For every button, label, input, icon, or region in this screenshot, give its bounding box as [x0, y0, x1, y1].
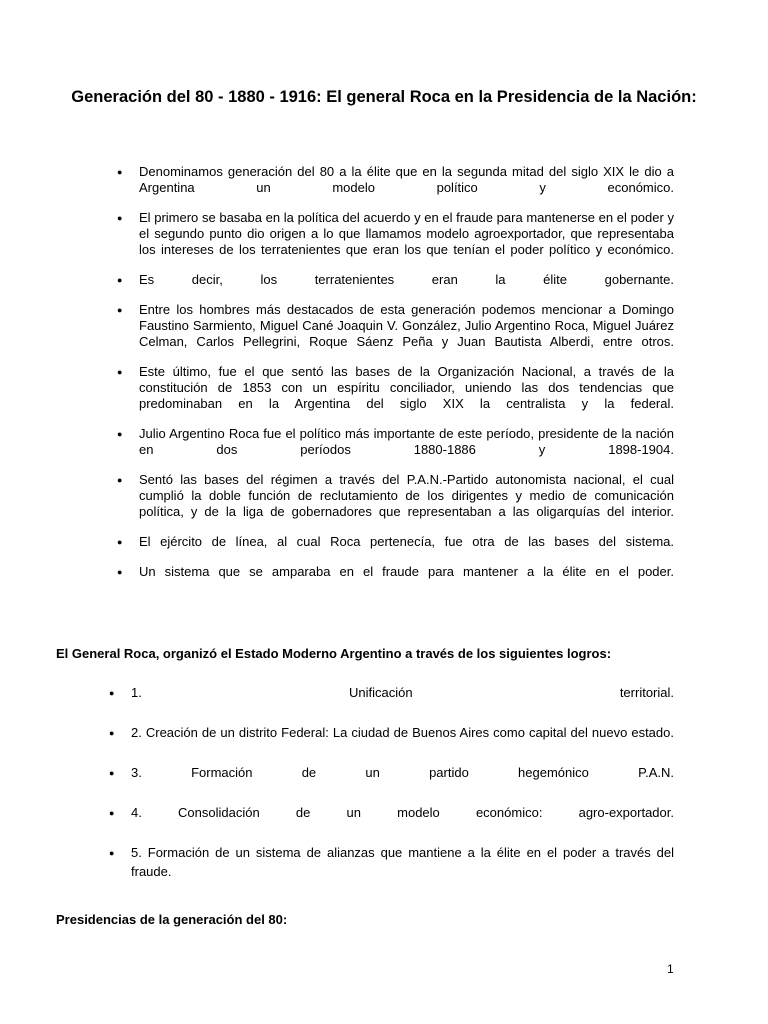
page-number: 1 [667, 962, 674, 976]
list-item: ● 2. Creación de un distrito Federal: La ciudad de Buenos Aires como capital del nuevo estado. [131, 723, 674, 742]
list-item: ● El primero se basaba en la política del acuerdo y en el fraude para mantenerse en el poder y el segundo punto dio origen a lo que llamamos modelo agroexportador, que representaba los intereses de los terratenientes que eran los que tenían el poder político y económico. [139, 210, 674, 258]
section-heading-presidencias: Presidencias de la generación del 80: [56, 912, 288, 927]
generation-bullet-list [139, 164, 674, 594]
page-title: Generación del 80 - 1880 - 1916: El general Roca en la Presidencia de la Nación: [71, 88, 697, 106]
list-item: ● 4. Consolidación de un modelo económico: agro-exportador. [131, 803, 674, 822]
list-item: ● 1. Unificación territorial. [131, 683, 674, 702]
section-heading-logros: El General Roca, organizó el Estado Moderno Argentino a través de los siguientes logros: [56, 646, 612, 661]
list-item: ● Julio Argentino Roca fue el político más importante de este período, presidente de la nación en dos períodos 1880-1886 y 1898-1904. [139, 426, 674, 458]
logros-bullet-list [131, 683, 674, 902]
list-item: ● El ejército de línea, al cual Roca pertenecía, fue otra de las bases del sistema. [139, 534, 674, 550]
list-item: ● 5. Formación de un sistema de alianzas que mantiene a la élite en el poder a través del fraude. [131, 843, 674, 881]
list-item: ● Este último, fue el que sentó las bases de la Organización Nacional, a través de la constitución de 1853 con un espíritu conciliador, uniendo las dos tendencias que predominaban en la Argentina del siglo XIX la centralista y la federal. [139, 364, 674, 412]
list-item: ● Sentó las bases del régimen a través del P.A.N.-Partido autonomista nacional, el cual cumplió la doble función de reclutamiento de los dirigentes y medio de comunicación política, y de la liga de gobernadores que representaban a las oligarquías del interior. [139, 472, 674, 520]
list-item: ● Un sistema que se amparaba en el fraude para mantener a la élite en el poder. [139, 564, 674, 580]
list-item: ● Es decir, los terratenientes eran la élite gobernante. [139, 272, 674, 288]
list-item: ● Denominamos generación del 80 a la élite que en la segunda mitad del siglo XIX le dio a Argentina un modelo político y económico. [139, 164, 674, 196]
list-item: ● Entre los hombres más destacados de esta generación podemos mencionar a Domingo Faustino Sarmiento, Miguel Cané Joaquin V. González, Julio Argentino Roca, Miguel Juárez Celman, Carlos Pellegrini, Roque Sáenz Peña y Juan Bautista Alberdi, entre otros. [139, 302, 674, 350]
list-item: ● 3. Formación de un partido hegemónico P.A.N. [131, 763, 674, 782]
